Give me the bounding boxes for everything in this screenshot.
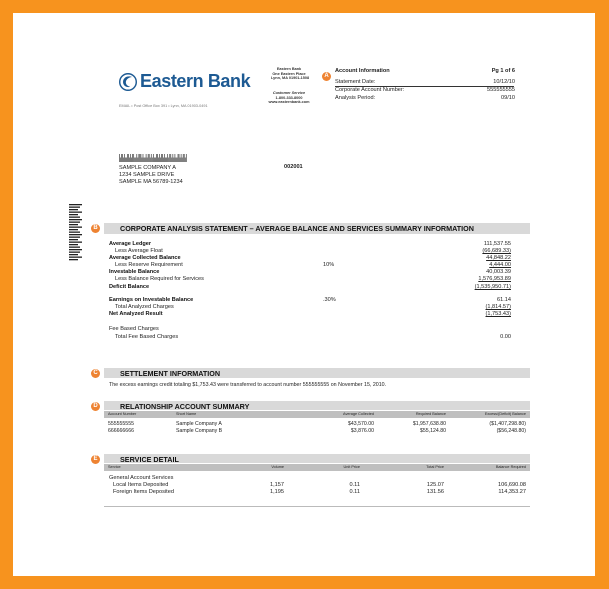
relationship-header-cell: Average Collected [343,411,374,416]
service-cell: Foreign Items Deposited [113,489,174,495]
analysis-row-label: Fee Based Charges [109,326,159,332]
relationship-cell: $3,876.00 [350,428,374,434]
recipient-code: 002001 [284,164,303,170]
analysis-row-label: Earnings on Investable Balance [109,297,194,303]
bank-website: www.easternbank.com [268,100,310,105]
bank-address-line: One Eastern Place [272,71,306,76]
marker-d: D [91,402,100,411]
statement-date-value: 10/12/10 [493,79,515,85]
analysis-row-value: (1,753.43) [485,311,511,317]
section-bar-settlement [104,368,530,378]
analysis-row-value: (1,814.57) [485,304,511,310]
analysis-row-label: Average Collected Balance [109,255,181,261]
service-cell: 1,195 [270,489,284,495]
analysis-row-value: 1,576,953.89 [478,276,511,282]
service-cell: 114,353.27 [498,489,526,495]
service-cell: 1,157 [270,482,284,488]
analysis-row-label: Deficit Balance [109,284,150,290]
customer-service-block [267,91,311,105]
service-cell: Local Items Deposited [113,482,169,488]
marker-b: B [91,224,100,233]
service-table-bottom-rule [104,506,530,507]
analysis-row-label: Average Ledger [109,241,152,247]
marker-a: A [322,72,331,81]
bank-name-logo: Eastern Bank [140,71,251,91]
analysis-row-value: 44,848.22 [486,255,511,261]
return-address: EMAIL • Post Office Box 391 • Lynn, MA 01903-0491 [119,104,208,108]
customer-service-label: Customer Service [272,91,306,95]
service-table-header [104,464,530,471]
analysis-row-label: Total Fee Based Charges [115,334,179,340]
section-bar-relationship [104,401,530,410]
relationship-cell: $43,570.00 [348,421,374,427]
relationship-header-cell: Excess/(Deficit) Balance [484,411,526,416]
service-cell: 106,690.08 [498,482,526,488]
relationship-cell: 666666666 [108,428,134,434]
relationship-title: RELATIONSHIP ACCOUNT SUMMARY [120,401,250,411]
analysis-row-value: (1,535,950.71) [474,284,511,290]
section-bar-analysis [104,223,530,234]
statement-date-label: Statement Date: [335,79,376,85]
analysis-row-value: 61.14 [497,297,511,303]
relationship-cell: ($1,407,298.80) [489,421,526,427]
account-number-label: Corporate Account Number: [335,87,405,93]
service-header-cell: Balance Required [495,464,526,469]
service-header-cell: Volume [271,464,284,469]
marker-e: E [91,455,100,464]
analysis-row-value: 40,003.39 [486,269,511,275]
relationship-header-cell: Required Balance [415,411,446,416]
relationship-cell: Sample Company B [176,428,223,434]
analysis-row-percent: .30% [323,297,336,303]
recipient-line: SAMPLE MA 56789-1234 [119,178,183,185]
service-cell: 0.11 [349,482,360,488]
analysis-title: CORPORATE ANALYSIS STATEMENT – AVERAGE BALANCE AND SERVICES SUMMARY INFORMATION [120,224,474,233]
account-number-value: 555555555 [487,87,515,93]
relationship-cell: $1,957,638.80 [412,421,446,427]
settlement-text: The excess earnings credit totaling $1,753.43 were transferred to account number 555555555 on November 15, 2010. [109,382,387,388]
settlement-title: SETTLEMENT INFORMATION [120,369,221,378]
page-number: Pg 1 of 6 [491,68,515,74]
analysis-row-label: Total Analyzed Charges [115,304,174,310]
service-title: SERVICE DETAIL [120,454,179,464]
analysis-row-label: Net Analyzed Result [109,311,163,317]
relationship-cell: ($56,248.80) [496,428,526,434]
service-cell: 125.07 [426,482,444,488]
relationship-header-cell: Account Number [108,411,137,416]
eastern-bank-logo-icon [119,73,137,91]
bank-address [271,67,310,81]
side-barcode [69,204,82,262]
relationship-cell: $55,124.80 [420,428,446,434]
recipient-line: SAMPLE COMPANY A [119,165,176,171]
statement-page [13,13,595,576]
analysis-row-value: 4,444.00 [489,262,511,268]
service-cell: 0.11 [349,489,360,495]
service-header-cell: Total Price [426,464,444,469]
customer-service-phone: 1-800-333-8000 [275,95,303,100]
recipient-line: 1234 SAMPLE DRIVE [119,171,175,178]
analysis-period-label: Analysis Period: [335,95,376,101]
analysis-row-label: Less Balance Required for Services [115,276,204,282]
postal-barcode [119,154,187,162]
service-group-label: General Account Services [109,475,174,481]
analysis-row-percent: 10% [323,262,335,268]
marker-c: C [91,369,100,378]
recipient-address [119,165,183,186]
analysis-row-value: 0.00 [500,334,511,340]
bank-address-line: Lynn, MA 01901-1508 [271,76,310,81]
analysis-row-label: Less Reserve Requirement [115,262,183,268]
relationship-header-cell: Short Name [176,411,197,416]
service-header-cell: Service [108,464,121,469]
bank-address-line: Eastern Bank [276,67,302,71]
analysis-period-value: 09/10 [501,95,515,101]
analysis-row-label: Investable Balance [109,269,160,275]
analysis-row-label: Less Average Float [115,248,163,254]
service-header-cell: Unit Price [343,464,360,469]
account-info-title: Account Information [335,68,390,74]
section-bar-service [104,454,530,463]
relationship-table-header [104,411,530,418]
analysis-row-value: 111,537.55 [483,241,511,247]
analysis-row-value: (66,689.33) [482,248,511,254]
relationship-cell: Sample Company A [176,421,222,427]
relationship-cell: 555555555 [108,421,134,427]
service-cell: 131.56 [426,489,444,495]
